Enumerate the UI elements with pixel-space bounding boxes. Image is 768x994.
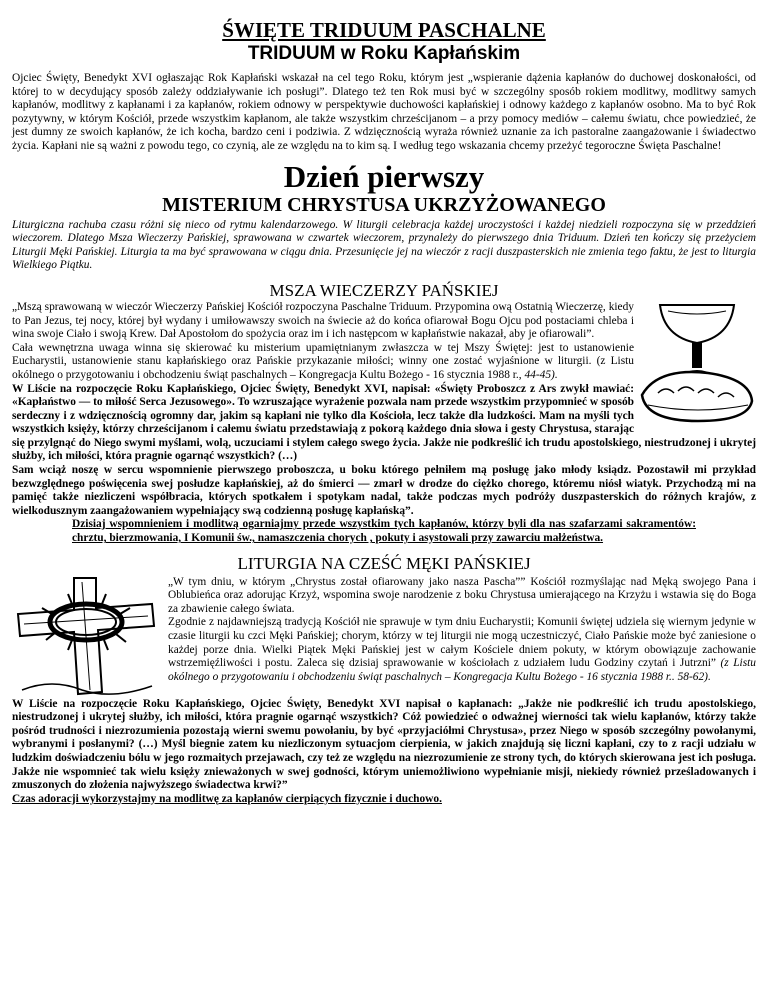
section1-paragraph-2-ref: 44-45). [524,368,558,381]
section1-paragraph-1: „Mszą sprawowaną w wieczór Wieczerzy Pańskiej Kościół rozpoczyna Paschalne Triduum. Przypomina ową Ostatnią Wieczerzę, kiedy to Pan Jezus, tej nocy, której był wydany i umiłowawszy swoich na świecie aż do końca ofiarował Bogu Ojcu pod postaciami chleba i wina swoje Ciało i swoją Krew. Dał Apostołom do spożycia oraz im i ich następcom w kapłaństwie nakazał, aby je ofiarowali”. [12,300,634,341]
document-page [12,18,756,806]
chalice-bread-icon [638,297,756,427]
section1-paragraph-3: W Liście na rozpoczęcie Roku Kapłańskiego, Ojciec Święty, Benedykt XVI, napisał: «Święty Proboszcz z Ars zwykł mawiać: «Kapłaństwo — to miłość Serca Jezusowego». To wzruszające wyrażenie pozwala nam przede wszystkim przypomnieć w sposób serdeczny i z wdzięcznością ogromny dar, jakim są kapłani nie tylko dla Kościoła, lecz także dla ludzkości. Mam na myśli tych wszystkich księży, którzy chrześcijanom i całemu światu przedstawiają z pokorą każdego dnia słowa i gesty Chrystusa, starając się przylgnąć do Niego swymi myślami, wolą, uczuciami i stylem całego swego życia. Jakże nie podkreślić ich trudu apostolskiego, niestrudzonej i ukrytej służby, ich miłości, która pragnie ogarnąć wszystkich? (…) [12,382,756,463]
section2-paragraph-3: W Liście na rozpoczęcie Roku Kapłańskiego, Ojciec Święty, Benedykt XVI napisał o kapłanach: „Jakże nie podkreślić ich trudu apostolskiego, niestrudzonej i ukrytej służby, ich miłości, która pragnie ogarnąć wszystkich? Cóż powiedzieć o odważnej wierności tak wielu kapłanów, którzy także pośród trudności i niezrozumienia pozostają wierni swemu powołaniu, by być «przyjaciółmi Chrystusa», przez Niego w sposób szczególny powołanymi, wybranymi i posłanymi? (…) Myśl biegnie zatem ku niezliczonym sytuacjom cierpienia, w jakich znajdują się liczni kapłani, czy to z racji udziału w ludzkim doświadczeniu bólu w jego rozmaitych przejawach, czy też ze względu na niezrozumienie ze strony tych, do których skierowana jest ich posługa. Jakże nie wspomnieć tak wielu księży znieważonych w swej godności, którym uniemożliwiono wypełnianie misji, niekiedy również prześladowanych i zmuszonych do złożenia najwyższego świadectwa krwi?” [12,697,756,792]
section2-paragraph-2-ref-num: 58-62). [677,670,711,683]
day-intro: Liturgiczna rachuba czasu różni się nieco od rytmu kalendarzowego. W liturgii celebracja każdej uroczystości i każdej niedzieli rozpoczyna się w przeddzień wieczorem. Dlatego Msza Wieczerzy Pańskiej, sprawowana w czwartek wieczorem, przynależy do pierwszego dnia Triduum. Dzień ten kończy się przeżyciem Liturgii Męki Pańskiej. Liturgia ta ma być sprawowana w ciągu dnia. Przesunięcie jej na wieczór z racji duszpasterskich nie zmienia tego faktu, że jest to liturgia Wielkiego Piątku. [12,218,756,272]
section2-paragraph-2-text: Zgodnie z najdawniejszą tradycją Kościół nie sprawuje w tym dniu Eucharystii; Komunii świętej udziela się wiernym jedynie w czasie liturgii ku czci Męki Pańskiej; chorym, którzy w tej liturgii nie mogą uczestniczyć, Ciało Pańskie może być zaniesione o każdej porze dnia. Wielki Piątek Męki Pańskiej jest w całym Kościele dniem pokuty, w którym obowiązuje zachowanie wstrzemięźliwości i postu. Zaleca się dzisiaj sprawowanie w kościołach z udziałem ludu Godziny czytań i Jutrzni” [168,616,756,670]
document-title: ŚWIĘTE TRIDUUM PASCHALNE [222,18,546,42]
section2-closing: Czas adoracji wykorzystajmy na modlitwę za kapłanów cierpiących fizycznie i duchowo. [12,792,442,805]
day-title: Dzień pierwszy [283,158,485,194]
document-subtitle: TRIDUUM w Roku Kapłańskim [247,43,521,64]
section1-heading: MSZA WIECZERZY PAŃSKIEJ [269,280,499,300]
section2-paragraph-2-ref: (z Listu okólnego o przygotowaniu i obchodzeniu świąt paschalnych – Kongregacja Kultu Bożego - 16 stycznia 1988 r.. [168,657,757,683]
intro-paragraph: Ojciec Święty, Benedykt XVI ogłaszając Rok Kapłański wskazał na cel tego Roku, którym jest „wspieranie dążenia kapłanów do duchowej doskonałości, od której to w decydujący sposób zależy oddziaływanie ich posługi”. Dlatego też ten Rok musi być w szczególny sposób rokiem modlitwy, modlitwy samych kapłanów, modlitwy z kapłanami i za kapłanów, rokiem odnowy w perspektywie duchowości kapłańskiej i odnowy każdego z kapłanów osobno. Ma to być Rok pozytywny, w którym Kościół, przede wszystkim kapłanom, ale także wszystkim chrześcijanom – a przy pomocy mediów – całemu światu, chce powiedzieć, że jest dumny ze swoich kapłanów, że ich kocha, bardzo ceni i podziwia. Z wdzięcznością wyraża również uznanie za ich pastoralne zaangażowanie i świadectwo życia. Kapłani nie są ważni z powodu tego, co czynią, ale ze względu na to kim są. I według tego wskazania chcemy przeżyć tegoroczne Święta Paschalne! [12,72,756,152]
section2-paragraph-1: „W tym dniu, w którym „Chrystus został ofiarowany jako nasza Pascha”” Kościół rozmyślając nad Męką swojego Pana i Oblubieńca oraz adorując Krzyż, wspomina swoje narodzenie z boku Chrystusa umierającego na Krzyżu i wstawia się do Boga za zbawienie całego świata. [168,575,756,615]
section1-closing: Dzisiaj wspomnieniem i modlitwą ogarniajmy przede wszystkim tych kapłanów, którzy byli dla nas szafarzami sakramentów: chrztu, bierzmowania, I Komunii św., namaszczenia chorych , pokuty i asystowali przy zawarciu małżeństwa. [72,518,696,545]
section1-paragraph-2: Cała wewnętrzna uwaga winna się skierować ku misterium upamiętnianym zwłaszcza w tej Mszy Świętej: jest to ustanowienie Eucharystii, ustanowienie stanu kapłańskiego oraz Pańskie przykazanie miłości; winny one zostać wyjaśnione w liturgii. (z Listu okólnego o przygotowaniu i obchodzeniu świąt paschalnych – Kongregacja Kultu Bożego - 16 stycznia 1988 r., 44-45). [12,341,634,381]
section1-paragraph-4: Sam wciąż noszę w sercu wspomnienie pierwszego proboszcza, u boku którego pełniłem mą posługę jako młody ksiądz. Pozostawił mi przykład bezwzględnego poświęcenia swej posłudze kapłańskiej, aż do śmierci — zmarł w drodze do ciężko chorego, któremu niósł wiatyk. Przychodzą mi na pamięć także niezliczeni współbracia, których spotkałem i spotykam nadal, także podczas mych podróży duszpasterskich do różnych krajów, z wielkodusznym zaangażowaniem wypełniający swą codzienną posługę kapłańską”. [12,464,756,517]
cross-crown-icon [12,574,162,698]
section2-heading: LITURGIA NA CZEŚĆ MĘKI PAŃSKIEJ [237,553,531,573]
section1-paragraph-2-text: Cała wewnętrzna uwaga winna się skierować ku misterium upamiętnianym zwłaszcza w tej Mszy Świętej: jest to ustanowienie Eucharystii, ustanowienie stanu kapłańskiego oraz Pańskie przykazanie miłości; winny one zostać wyjaśnione w liturgii. (z Listu okólnego o przygotowaniu i obchodzeniu świąt paschalnych – Kongregacja Kultu Bożego - 16 stycznia 1988 r. [12,341,634,381]
day-subtitle: MISTERIUM CHRYSTUSA UKRZYŻOWANEGO [162,193,606,216]
